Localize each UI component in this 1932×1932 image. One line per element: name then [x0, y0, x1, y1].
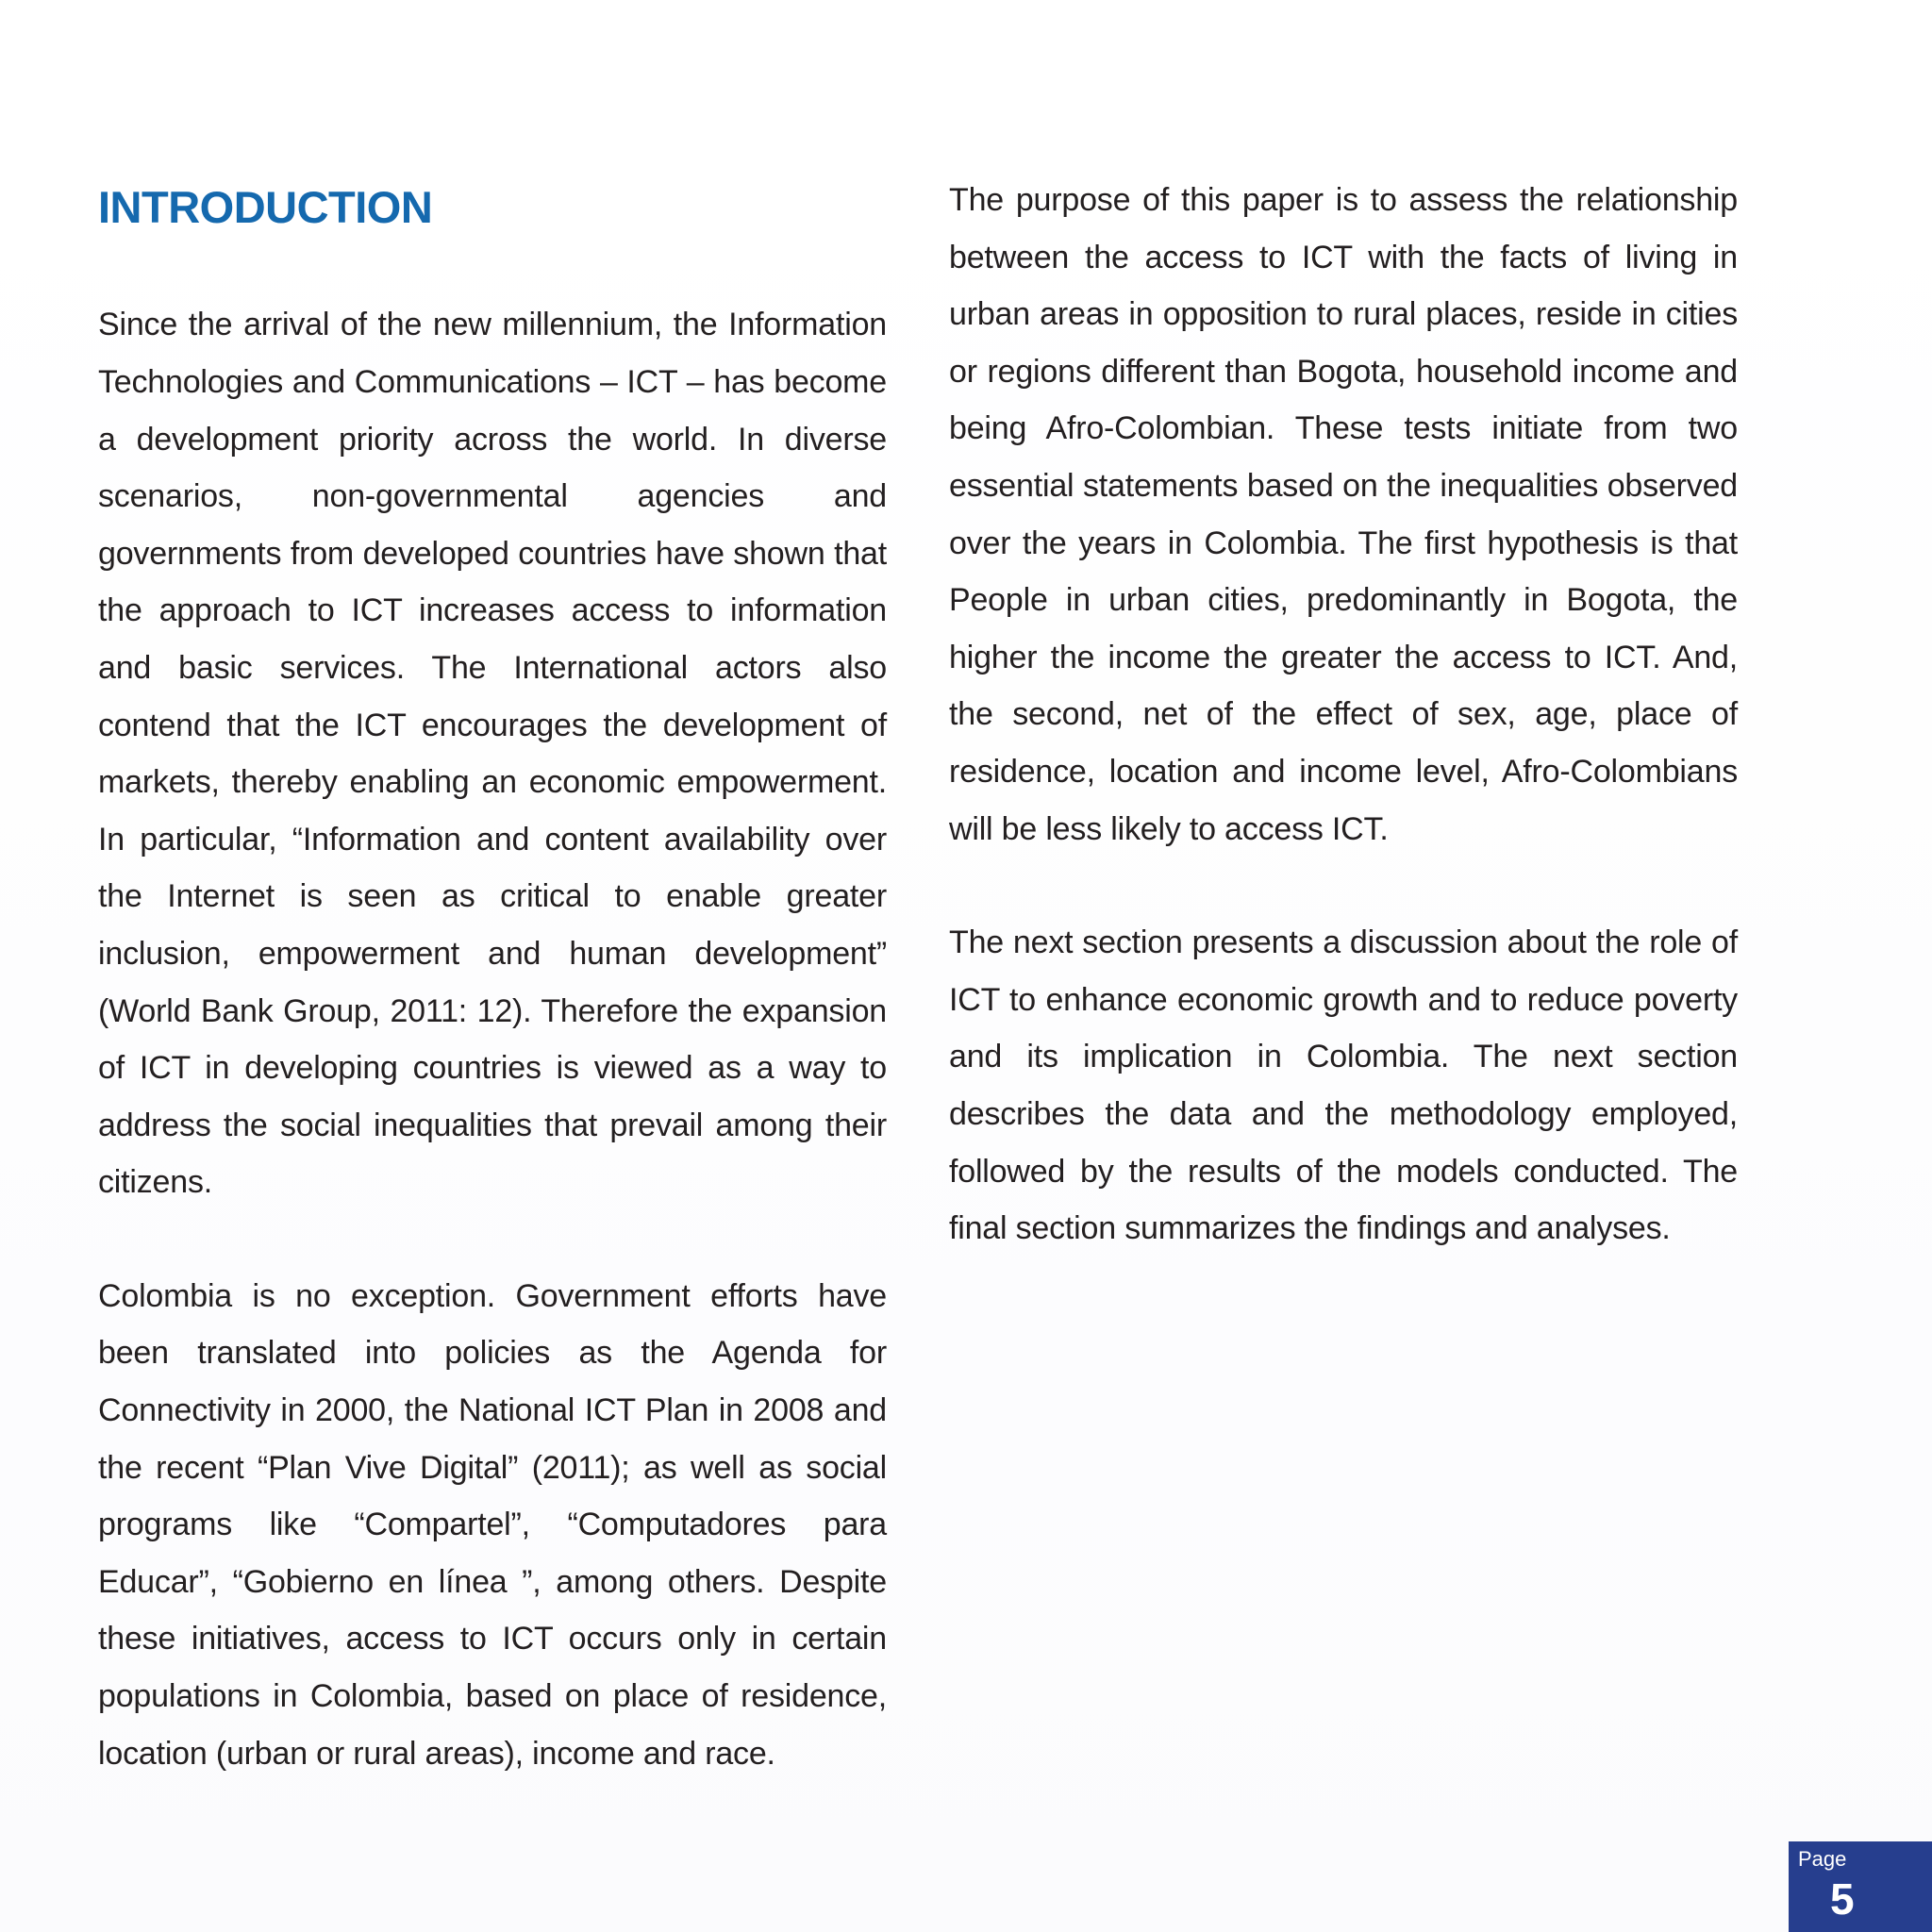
left-paragraph-1: Since the arrival of the new millennium, the Information Technologies and Communications – ICT – has become a development priority across the world. In diverse scenarios, non-governmental agencies and governments from developed countries have shown that the approach to ICT increases access to information and basic services. The International actors also contend that the ICT encourages the development of markets, thereby enabling an economic empowerment. In particular, “Information and content availability over the Internet is seen as critical to enable greater inclusion, empowerment and human development” (World Bank Group, 2011: 12). Therefore the expansion of ICT in developing countries is viewed as a way to address the social inequalities that prevail among their citizens.	[98, 307, 887, 1201]
left-column	[98, 170, 887, 1782]
page-number-badge	[1789, 1841, 1932, 1932]
page-number: 5	[1830, 1874, 1855, 1924]
section-heading: INTRODUCTION	[98, 182, 433, 232]
left-paragraph-2: Colombia is no exception. Government efforts have been translated into policies as the Agenda for Connectivity in 2000, the National ICT Plan in 2008 and the recent “Plan Vive Digital” (2011); as well as social programs like “Compartel”, “Computadores para Educar”, “Gobierno en línea ”, among others. Despite these initiatives, access to ICT occurs only in certain populations in Colombia, based on place of residence, location (urban or rural areas), income and race.	[98, 1277, 887, 1772]
right-paragraph-2: The next section presents a discussion about the role of ICT to enhance economic growth and to reduce poverty and its implication in Colombia. The next section describes the data and the methodology employed, followed by the results of the models conducted. The final section summarizes the findings and analyses.	[949, 924, 1738, 1247]
right-paragraph-1: The purpose of this paper is to assess the relationship between the access to ICT with the facts of living in urban areas in opposition to rural places, reside in cities or regions different than Bogota, household income and being Afro-Colombian. These tests initiate from two essential statements based on the inequalities observed over the years in Colombia. The first hypothesis is that People in urban cities, predominantly in Bogota, the higher the income the greater the access to ICT. And, the second, net of the effect of sex, age, place of residence, location and income level, Afro-Colombians will be less likely to access ICT.	[949, 182, 1738, 847]
right-column	[949, 172, 1738, 1257]
page-label: Page	[1798, 1847, 1847, 1871]
